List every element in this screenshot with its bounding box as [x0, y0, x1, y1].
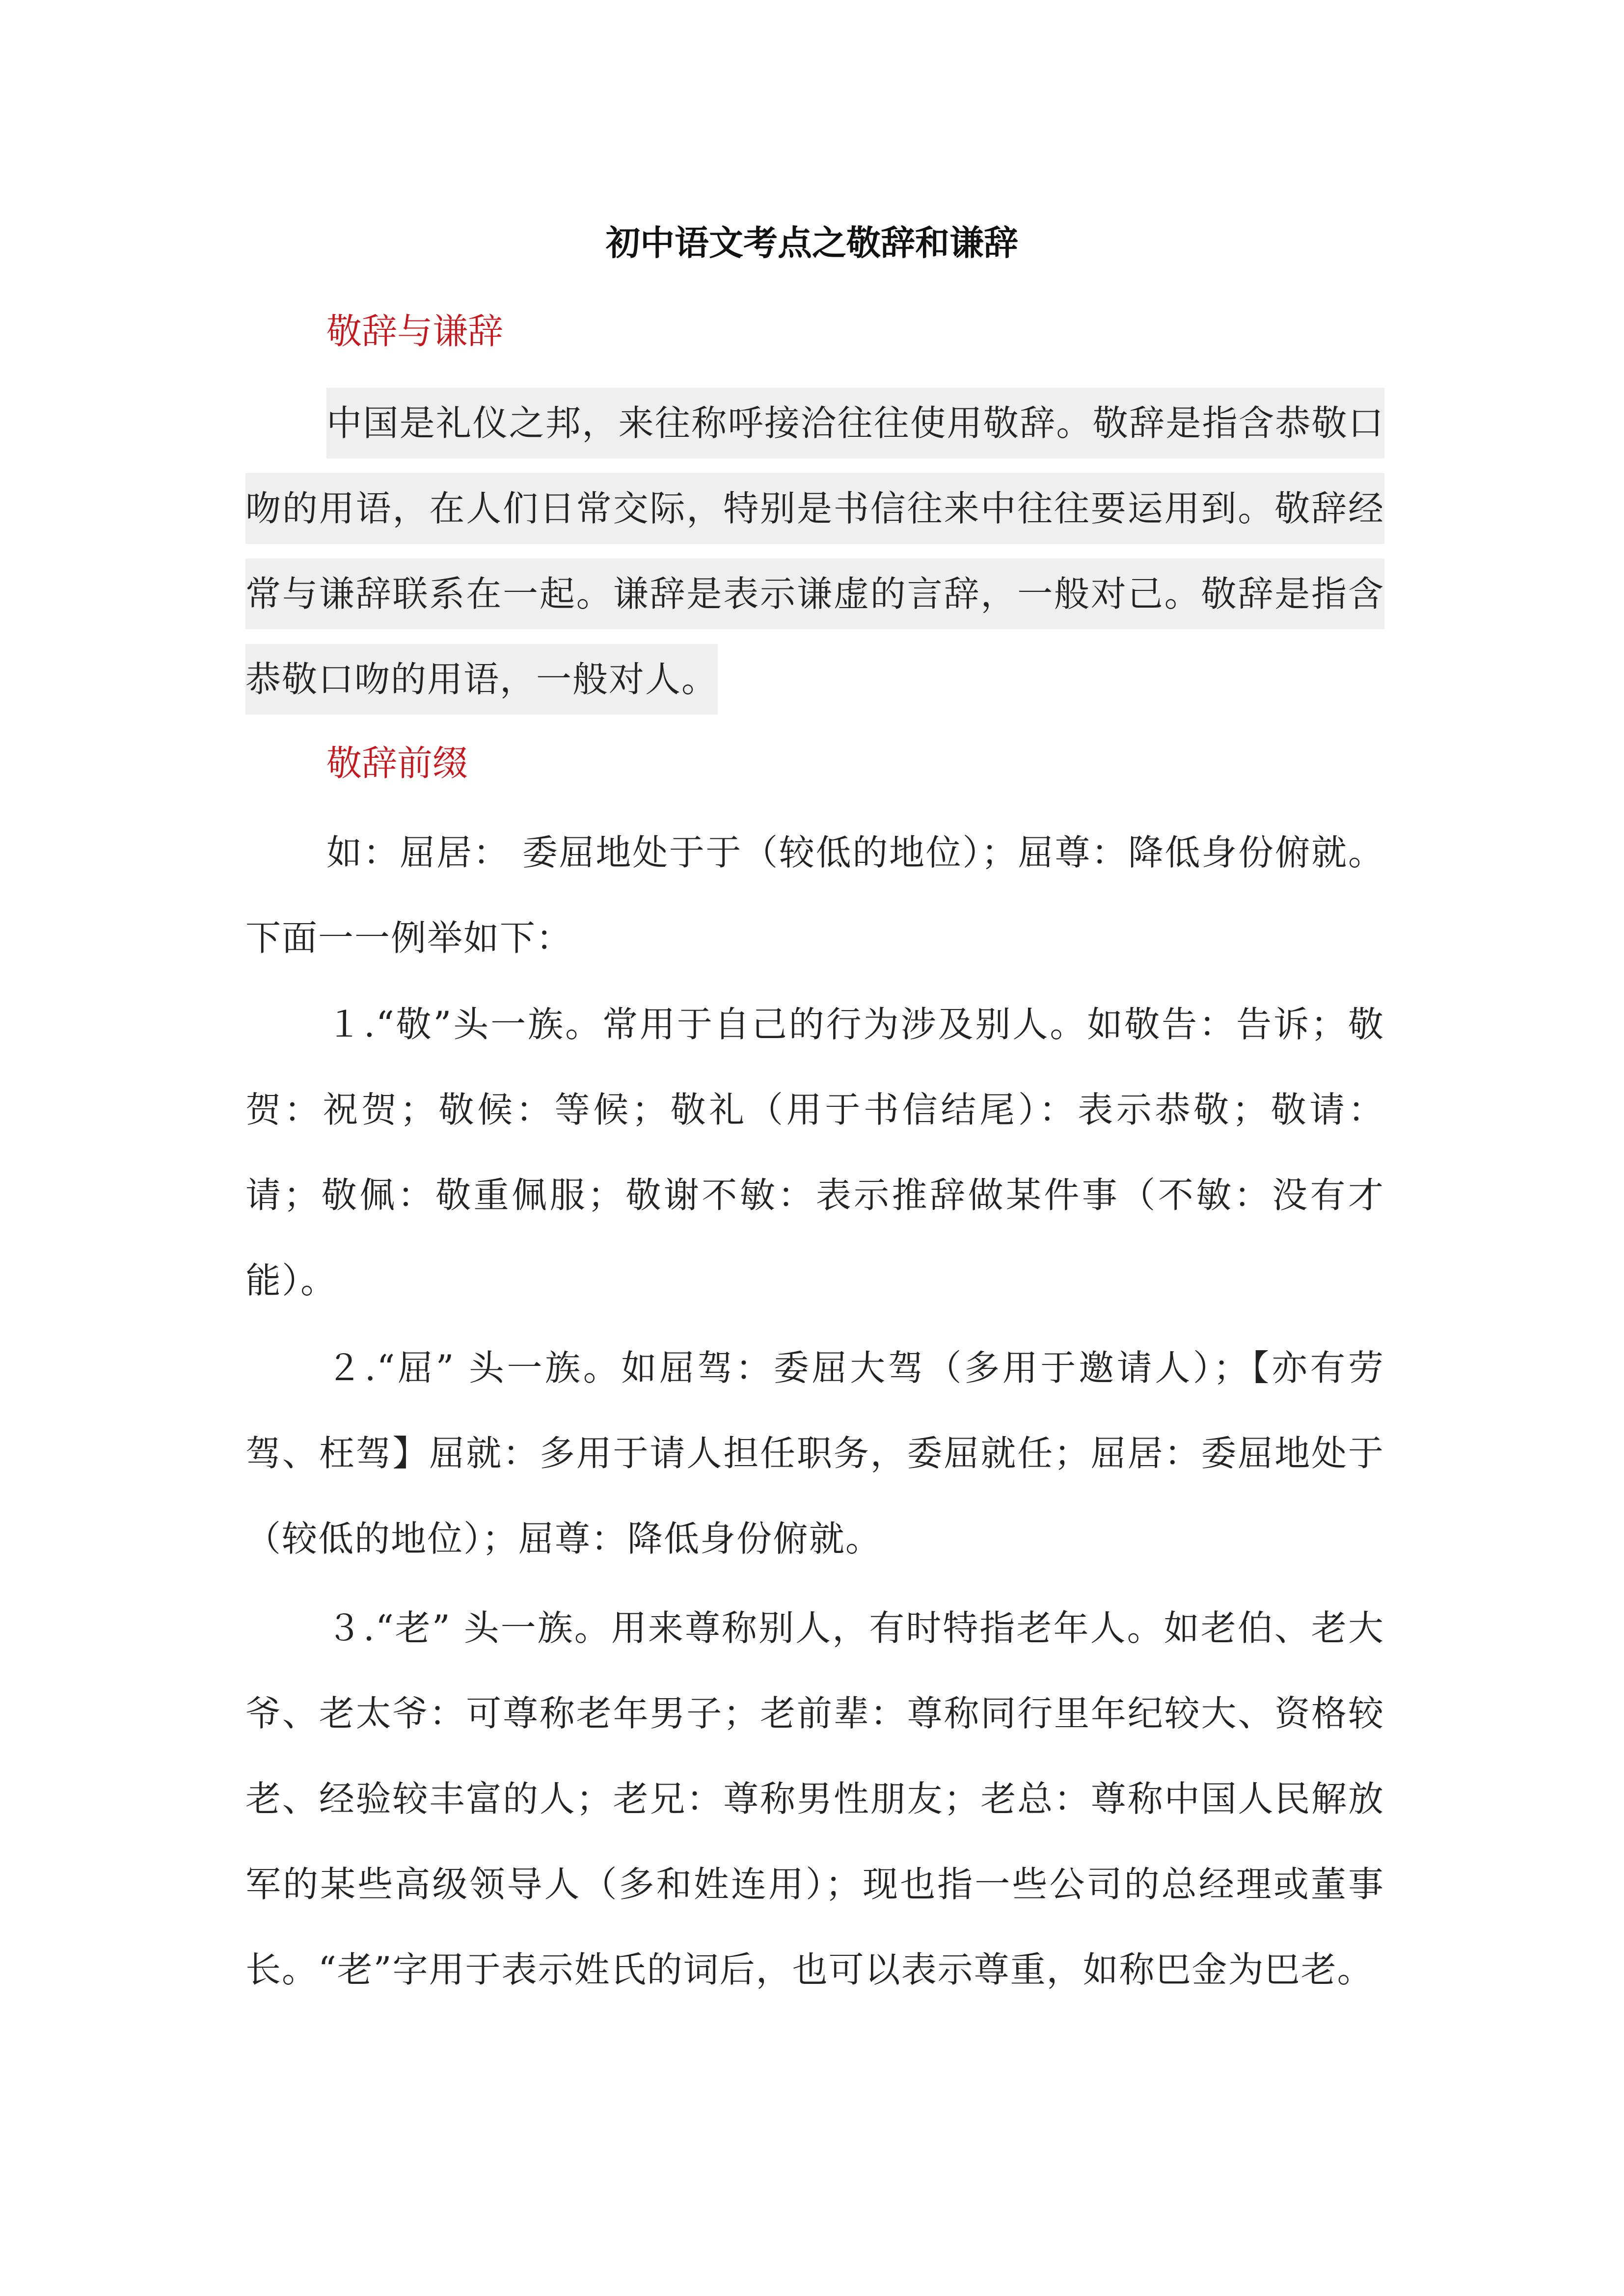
- section-heading-honorific-prefixes: 敬辞前缀: [326, 743, 468, 784]
- jing-prefix-paragraph: １.“敬”头一族。常用于自己的行为涉及别人。如敬告：告诉；敬贺：祝贺；敬候：等候；敬礼（用于书信结尾）：表示恭敬；敬请：请；敬佩：敬重佩服；敬谢不敏：表示推辞做某件事（不敏：没有才能）。: [245, 1004, 1384, 1301]
- qu-prefix-paragraph: ２.“屈” 头一族。如屈驾：委屈大驾（多用于邀请人）；【亦有劳驾、枉驾】屈就：多用于请人担任职务，委屈就任；屈居：委屈地处于（较低的地位）；屈尊：降低身份俯就。: [245, 1347, 1384, 1559]
- document-title: 初中语文考点之敬辞和谦辞: [606, 223, 1018, 263]
- lao-prefix-paragraph: ３.“老” 头一族。用来尊称别人，有时特指老年人。如老伯、老大爷、老太爷：可尊称老年男子；老前辈：尊称同行里年纪较大、资格较老、经验较丰富的人；老兄：尊称男性朋友；老总：尊称中国人民解放军的某些高级领导人（多和姓连用）；现也指一些公司的总经理或董事长。“老”字用于表示姓氏的词后，也可以表示尊重，如称巴金为巴老。: [245, 1607, 1384, 1990]
- intro-paragraph-text: 中国是礼仪之邦，来往称呼接洽往往使用敬辞。敬辞是指含恭敬口吻的用语，在人们日常交际，特别是书信往来中往往要运用到。敬辞经常与谦辞联系在一起。谦辞是表示谦虚的言辞，一般对己。敬辞是指含恭敬口吻的用语，一般对人。: [245, 402, 1384, 700]
- section-heading-honorifics-and-humble-words: 敬辞与谦辞: [326, 311, 504, 352]
- prefix-intro-paragraph: 如：屈居： 委屈地处于于（较低的地位）；屈尊：降低身份俯就。下面一一例举如下：: [245, 832, 1384, 959]
- intro-paragraph: [245, 380, 1384, 722]
